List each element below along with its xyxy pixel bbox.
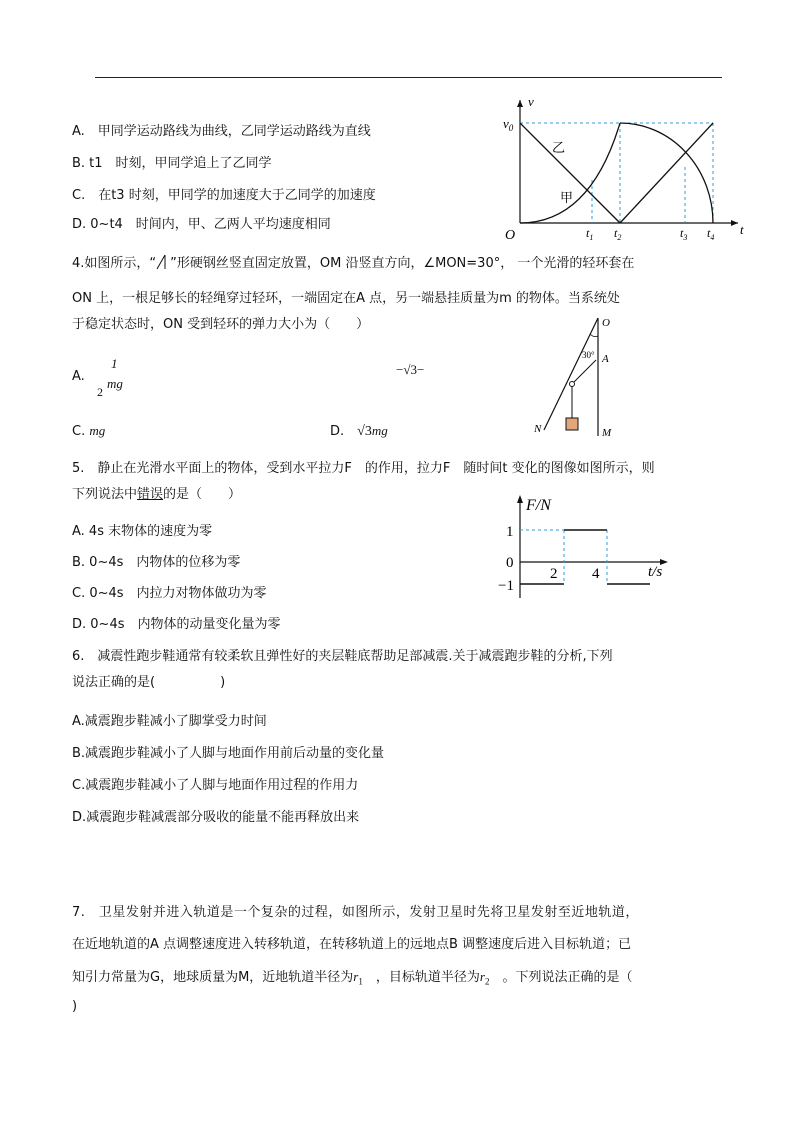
q4-option-d-letter: D.: [330, 424, 345, 439]
q7-stem-3b: ，目标轨道半径为: [375, 970, 480, 985]
q4-option-c-letter: C.: [72, 424, 86, 439]
q3-jia-label: 甲: [560, 191, 574, 206]
header-rule: [95, 77, 722, 78]
q7-r2-symbol: r: [479, 969, 485, 984]
q5-y-axis-label: F/N: [526, 497, 551, 514]
q5-option-d: D. 0~4s 内物体的动量变化量为零: [72, 617, 281, 632]
q3-option-d: D. 0~t4 时间内，甲、乙两人平均速度相同: [72, 217, 331, 232]
q7-stem-line-3: [72, 968, 632, 991]
q3-origin-label: O: [505, 228, 516, 242]
q5-stem-emphasis: 错误: [137, 487, 164, 502]
q6-stem-line-1: 6. 减震性跑步鞋通常有较柔软且弹性好的夹层鞋底帮助足部减震.关于减震跑步鞋的分析,下列: [72, 649, 613, 664]
q3-yi-label: 乙: [552, 141, 566, 156]
q5-option-a: A. 4s 末物体的速度为零: [72, 524, 213, 539]
q4-fig-N: N: [534, 423, 542, 435]
q5-option-b: B. 0~4s 内物体的位移为零: [72, 555, 241, 570]
q6-option-d: D.减震跑步鞋减震部分吸收的能量不能再释放出来: [72, 810, 360, 825]
q3-v-axis-label: v: [528, 94, 534, 109]
q4-option-a-denominator: 2: [97, 385, 103, 399]
q4-fig-angle: 30°: [582, 350, 595, 360]
wire-shape-icon: [156, 254, 170, 270]
q5-tick-1: 1: [506, 524, 514, 540]
q4-stem-1a: 4.如图所示，“: [72, 256, 157, 271]
q4-option-d-mg: mg: [371, 423, 388, 438]
q7-stem-line-2: 在近地轨道的A 点调整速度进入转移轨道，在转移轨道上的远地点B 调整速度后进入目标轨道；已: [72, 937, 632, 952]
q3-option-b: B. t1 时刻，甲同学追上了乙同学: [72, 156, 272, 171]
q3-option-a: A. 甲同学运动路线为曲线，乙同学运动路线为直线: [72, 124, 371, 139]
q4-stem-line-3: 于稳定状态时，ON 受到轻环的弹力大小为（ ）: [72, 317, 370, 332]
q4-option-d: [330, 422, 388, 441]
q4-option-a-letter: A.: [72, 369, 85, 384]
q3-vt-graph: [500, 92, 750, 242]
q5-stem-line-2: [72, 486, 241, 504]
q7-r2-sub: 2: [484, 976, 490, 987]
q5-stem-2c: 的是（ ）: [163, 487, 242, 502]
q5-stem-2a: 下列说法中: [72, 487, 138, 502]
q4-stem-line-2: ON 上，一根足够长的轻绳穿过轻环，一端固定在A 点，另一端悬挂质量为m 的物体。当系统处: [72, 291, 620, 306]
q7-r1-symbol: r: [353, 969, 359, 984]
q5-tick-0: 0: [506, 555, 514, 571]
q7-stem-line-4: ): [72, 999, 78, 1014]
q4-option-c-mg: mg: [89, 423, 106, 438]
q4-option-a-mg: mg: [107, 376, 123, 391]
q6-stem-line-2: 说法正确的是( ): [72, 675, 226, 690]
q7-stem-line-1: 7. 卫星发射并进入轨道是一个复杂的过程，如图所示，发射卫星时先将卫星发射至近地轨道，: [72, 905, 639, 920]
q3-v0-label: $v_0$: [503, 116, 514, 133]
q6-option-c: C.减震跑步鞋减小了人脚与地面作用过程的作用力: [72, 778, 359, 793]
q7-stem-3c: 。下列说法正确的是（: [502, 970, 633, 985]
q4-option-a-numerator: 1: [111, 356, 118, 371]
q5-tick-2: 2: [550, 566, 558, 582]
q3-t3-label: $t_3$: [680, 226, 688, 242]
q3-option-c: C. 在t3 时刻，甲同学的加速度大于乙同学的加速度: [72, 188, 376, 203]
q3-t4-label: $t_4$: [707, 226, 715, 242]
q6-option-a: A.减震跑步鞋减小了脚掌受力时间: [72, 714, 267, 729]
q3-t1-label: $t_1$: [586, 226, 594, 242]
q3-t2-label: $t_2$: [614, 226, 622, 242]
q5-stem-line-1: 5. 静止在光滑水平面上的物体，受到水平拉力F 的作用，拉力F 随时间t 变化的图像如图所示，则: [72, 461, 655, 476]
q5-tick-minus-1: −1: [498, 578, 514, 594]
q6-option-b: B.减震跑步鞋减小了人脚与地面作用前后动量的变化量: [72, 746, 385, 761]
q7-r1-sub: 1: [358, 976, 363, 987]
q5-ft-graph: [490, 490, 680, 605]
q4-option-c: [72, 422, 105, 441]
q4-stem-line-1: [72, 254, 634, 273]
q4-wire-figure: [530, 312, 620, 442]
q4-fig-O: O: [602, 317, 610, 329]
q5-tick-4: 4: [592, 566, 600, 582]
q4-option-d-root: √3: [357, 424, 372, 439]
q4-option-b-fragment: −√3−: [396, 362, 425, 377]
q4-fig-M: M: [602, 427, 612, 439]
q4-stem-1b: ”形硬钢丝竖直固定放置，OM 沿竖直方向，∠MON=30°， 一个光滑的轻环套在: [170, 256, 635, 271]
q4-fig-A: A: [602, 353, 609, 365]
q5-x-axis-label: t/s: [648, 564, 663, 580]
q5-option-c: C. 0~4s 内拉力对物体做功为零: [72, 586, 267, 601]
q7-stem-3a: 知引力常量为G，地球质量为M，近地轨道半径为: [72, 970, 354, 985]
q3-t-axis-label: t: [740, 222, 744, 237]
